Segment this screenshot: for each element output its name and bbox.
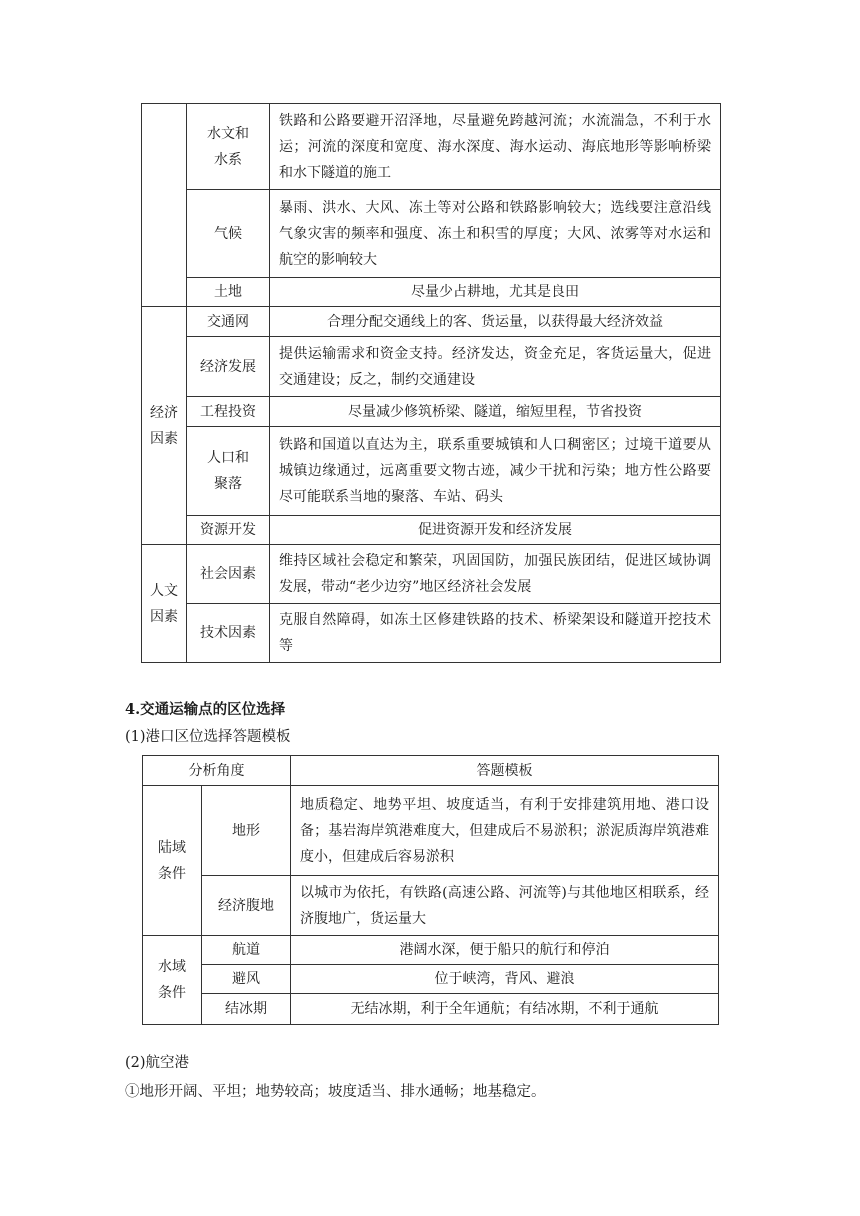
factor-name-cell: 气候 — [187, 190, 270, 278]
factor-description-cell: 暴雨、洪水、大风、冻土等对公路和铁路影响较大；选线要注意沿线气象灾害的频率和强度、冻土和积雪的厚度；大风、浓雾等对水运和航空的影响较大 — [270, 190, 721, 278]
factor-name-cell — [187, 104, 270, 190]
group-label-cell — [142, 104, 187, 307]
group-label-land — [143, 786, 202, 936]
header-angle: 分析角度 — [143, 756, 291, 786]
factor-name-cell: 结冰期 — [202, 994, 291, 1025]
factor-description-cell: 无结冰期，利于全年通航；有结冰期，不利于通航 — [291, 994, 719, 1025]
factor-name-cell — [187, 427, 270, 516]
group-label-water — [143, 936, 202, 1025]
factor-name-cell: 地形 — [202, 786, 291, 876]
factor-name-cell: 技术因素 — [187, 604, 270, 663]
factor-description-cell: 以城市为依托，有铁路(高速公路、河流等)与其他地区相联系，经济腹地广，货运量大 — [291, 876, 719, 936]
group-label-text: 经济 因素 — [150, 404, 178, 447]
factor-name-cell: 经济腹地 — [202, 876, 291, 936]
header-template: 答题模板 — [291, 756, 719, 786]
factor-description-cell: 地质稳定、地势平坦、坡度适当，有利于安排建筑用地、港口设备；基岩海岸筑港难度大，但建成后不易淤积；淤泥质海岸筑港难度小，但建成后容易淤积 — [291, 786, 719, 876]
group-label-text: 水域 条件 — [158, 959, 186, 1001]
section-heading: 4.交通运输点的区位选择 — [125, 701, 286, 718]
group-label-economic — [142, 307, 187, 545]
factor-name-cell: 交通网 — [187, 307, 270, 337]
subsection-heading: (1)港口区位选择答题模板 — [125, 729, 291, 745]
group-label-text: 人文 因素 — [150, 582, 178, 625]
port-location-template-table — [142, 755, 719, 1025]
factor-description-cell: 提供运输需求和资金支持。经济发达，资金充足，客货运量大，促进交通建设；反之，制约交通建设 — [270, 337, 721, 397]
factor-name-cell: 航道 — [202, 936, 291, 965]
factor-description-cell: 维持区域社会稳定和繁荣，巩固国防，加强民族团结，促进区域协调发展，带动“老少边穷”地区经济社会发展 — [270, 545, 721, 604]
factor-description-cell: 港阔水深，便于船只的航行和停泊 — [291, 936, 719, 965]
subsection-heading: (2)航空港 — [125, 1055, 190, 1071]
factor-description-cell: 铁路和公路要避开沼泽地，尽量避免跨越河流；水流湍急，不利于水运；河流的深度和宽度、海水深度、海水运动、海底地形等影响桥梁和水下隧道的施工 — [270, 104, 721, 190]
factor-description-cell: 位于峡湾，背风、避浪 — [291, 965, 719, 994]
group-label-humanistic — [142, 545, 187, 663]
factor-name-cell: 避风 — [202, 965, 291, 994]
factor-name-cell: 社会因素 — [187, 545, 270, 604]
factor-description-cell: 促进资源开发和经济发展 — [270, 516, 721, 545]
factor-description-cell: 尽量少占耕地，尤其是良田 — [270, 278, 721, 307]
factor-name-cell: 土地 — [187, 278, 270, 307]
factor-description-cell: 尽量减少修筑桥梁、隧道，缩短里程，节省投资 — [270, 397, 721, 427]
factor-line: 人口和 聚落 — [207, 450, 249, 492]
factor-name-cell: 资源开发 — [187, 516, 270, 545]
factor-name-cell: 工程投资 — [187, 397, 270, 427]
factor-line: 水文和 水系 — [207, 125, 249, 168]
body-paragraph: ①地形开阔、平坦；地势较高；坡度适当、排水通畅；地基稳定。 — [125, 1084, 546, 1100]
factor-description-cell: 克服自然障碍，如冻土区修建铁路的技术、桥梁架设和隧道开挖技术等 — [270, 604, 721, 663]
factor-description-cell: 合理分配交通线上的客、货运量，以获得最大经济效益 — [270, 307, 721, 337]
group-label-text: 陆域 条件 — [158, 839, 186, 882]
factor-description-cell: 铁路和国道以直达为主，联系重要城镇和人口稠密区；过境干道要从城镇边缘通过，远离重要文物古迹，减少干扰和污染；地方性公路要尽可能联系当地的聚落、车站、码头 — [270, 427, 721, 516]
factor-name-cell: 经济发展 — [187, 337, 270, 397]
transport-line-factors-table — [141, 103, 721, 663]
